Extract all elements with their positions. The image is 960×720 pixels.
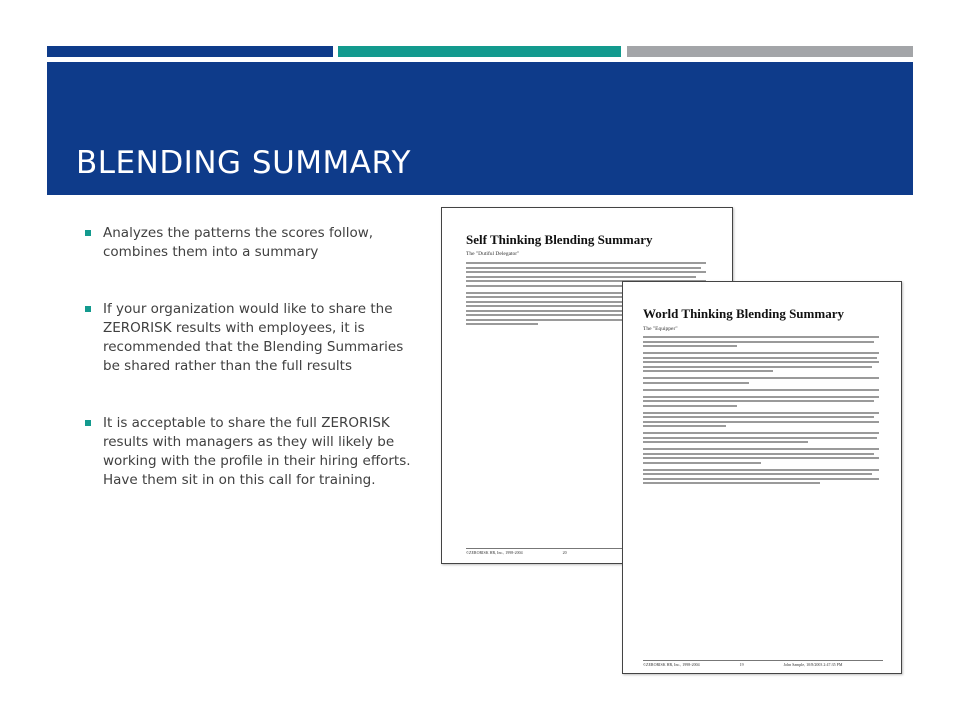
top-accent-bar-gray [627, 46, 913, 57]
footer-page-number: 20 [562, 550, 567, 555]
bullet-item [85, 300, 415, 376]
footer-page-number: 19 [739, 662, 744, 667]
bullet-text: If your organization would like to share the ZERORISK results with employees, it is recommended that the Blending Summaries be shared rather than the full results [103, 301, 404, 374]
document-subtitle: The "Dutiful Delegator" [466, 251, 520, 257]
document-footer [643, 660, 883, 667]
document-body-text [643, 336, 879, 489]
square-bullet-icon [85, 420, 91, 426]
world-thinking-summary-document [622, 281, 902, 674]
bullet-text: It is acceptable to share the full ZERORISK results with managers as they will likely be working with the profile in their hiring efforts. Have them sit in on this call for training. [103, 415, 411, 488]
top-accent-bar-teal [338, 46, 621, 57]
bullet-item [85, 224, 415, 262]
document-title: Self Thinking Blending Summary [466, 232, 653, 247]
title-banner [47, 62, 913, 195]
bullet-text: Analyzes the patterns the scores follow, combines them into a summary [103, 225, 374, 260]
top-accent-bar-blue [47, 46, 333, 57]
footer-user-timestamp: John Sample, 10/8/2003 2:47:35 PM [783, 662, 843, 667]
footer-copyright: ©ZERORISK HR, Inc., 1998-2004 [643, 662, 700, 667]
document-title: World Thinking Blending Summary [643, 306, 844, 321]
square-bullet-icon [85, 306, 91, 312]
bullet-item [85, 414, 415, 490]
bullet-list [85, 224, 415, 528]
document-subtitle: The "Equipper" [643, 326, 678, 332]
square-bullet-icon [85, 230, 91, 236]
footer-copyright: ©ZERORISK HR, Inc., 1998-2004 [466, 550, 523, 555]
slide-title: BLENDING SUMMARY [76, 145, 411, 181]
